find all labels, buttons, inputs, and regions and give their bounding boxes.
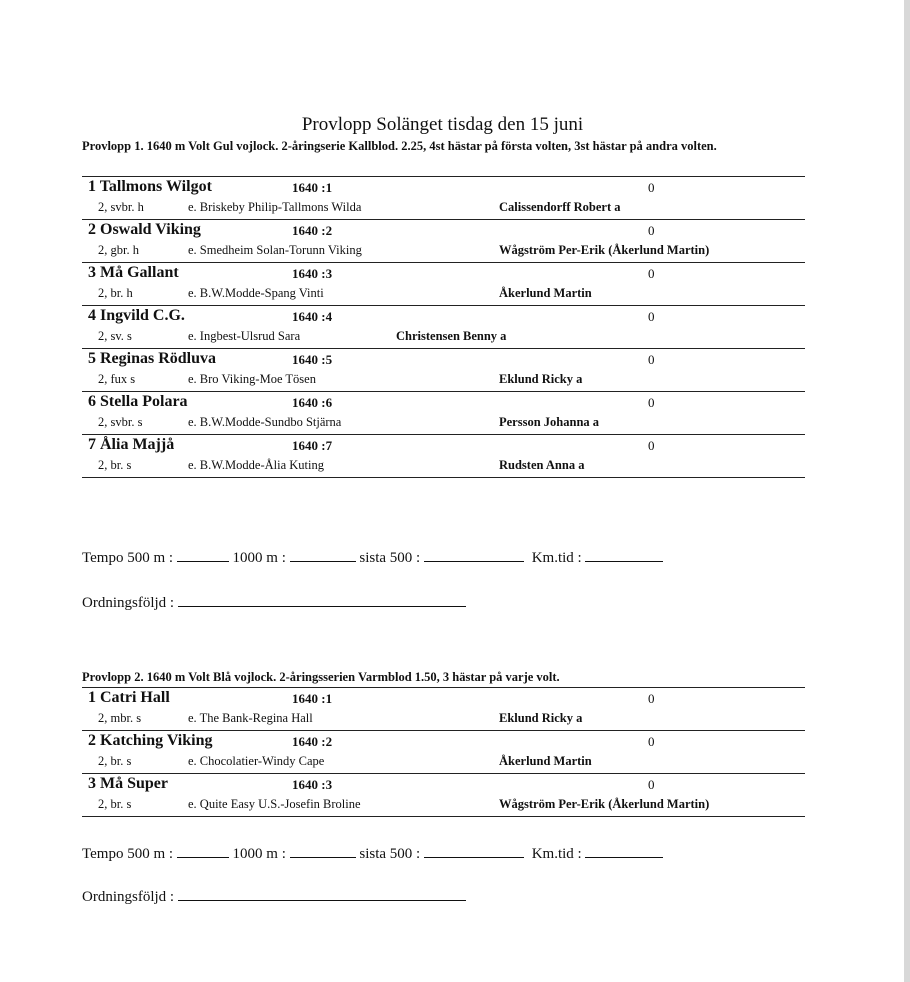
value: 0 [648, 223, 655, 238]
horse-meta: 2, gbr. h [98, 243, 139, 257]
pedigree: e. Ingbest-Ulsrud Sara [188, 329, 301, 343]
value: 0 [648, 395, 655, 410]
page-edge [904, 0, 910, 982]
driver: Eklund Ricky a [499, 711, 583, 725]
horse-name: 3 Må Super [88, 775, 168, 792]
pedigree: e. B.W.Modde-Ålia Kuting [188, 458, 324, 472]
order-label: Ordningsföljd : [82, 595, 175, 611]
race-1-description: Provlopp 1. 1640 m Volt Gul vojlock. 2-åringserie Kallblod. 2.25, 4st hästar på första volten, 3st hästar på andra volten. [82, 139, 717, 153]
tempo-1000-label: 1000 m : [232, 846, 286, 862]
kmtid-label: Km.tid : [531, 550, 582, 566]
page-title: Provlopp Solänget tisdag den 15 juni [301, 114, 584, 135]
entry-row [82, 391, 805, 434]
pedigree: e. B.W.Modde-Spang Vinti [188, 286, 324, 300]
horse-name: 6 Stella Polara [88, 393, 188, 410]
pedigree: e. B.W.Modde-Sundbo Stjärna [188, 415, 342, 429]
tempo-line-2 [82, 843, 663, 863]
driver: Wågström Per-Erik (Åkerlund Martin) [499, 797, 710, 811]
tempo-500-label: Tempo 500 m : [82, 550, 174, 566]
horse-meta: 2, br. s [98, 458, 132, 472]
sista-500-label: sista 500 : [359, 550, 421, 566]
distance: 1640 :7 [292, 438, 333, 453]
distance: 1640 :3 [292, 266, 333, 281]
value: 0 [648, 777, 655, 792]
pedigree: e. Briskeby Philip-Tallmons Wilda [188, 200, 362, 214]
sista-500-label: sista 500 : [359, 846, 421, 862]
race-2-description: Provlopp 2. 1640 m Volt Blå vojlock. 2-åringsserien Varmblod 1.50, 3 hästar på varje volt. [82, 670, 560, 684]
driver: Wågström Per-Erik (Åkerlund Martin) [499, 243, 710, 257]
value: 0 [648, 352, 655, 367]
horse-name: 7 Ålia Majjå [88, 436, 175, 453]
horse-meta: 2, sv. s [98, 329, 132, 343]
pedigree: e. Chocolatier-Windy Cape [188, 754, 325, 768]
driver: Christensen Benny a [396, 329, 507, 343]
entry-row [82, 687, 805, 730]
value: 0 [648, 438, 655, 453]
order-label: Ordningsföljd : [82, 889, 175, 905]
kmtid-label: Km.tid : [531, 846, 582, 862]
tempo-line [82, 547, 663, 567]
pedigree: e. Quite Easy U.S.-Josefin Broline [188, 797, 361, 811]
sista-500-blank [424, 547, 524, 562]
race-1-entries [82, 176, 805, 478]
driver: Calissendorff Robert a [499, 200, 621, 214]
sista-500-blank [424, 843, 524, 858]
horse-meta: 2, br. s [98, 797, 132, 811]
horse-meta: 2, br. s [98, 754, 132, 768]
entry-row [82, 348, 805, 391]
value: 0 [648, 309, 655, 324]
kmtid-blank [585, 547, 663, 562]
horse-name: 3 Må Gallant [88, 264, 179, 281]
tempo-500-label: Tempo 500 m : [82, 846, 174, 862]
tempo-1000-blank [290, 547, 356, 562]
entry-row [82, 773, 805, 817]
value: 0 [648, 266, 655, 281]
race-2-entries [82, 687, 805, 817]
horse-name: 2 Oswald Viking [88, 221, 201, 238]
entry-row [82, 262, 805, 305]
horse-name: 1 Catri Hall [88, 689, 170, 706]
tempo-500-blank [177, 843, 229, 858]
entry-row [82, 434, 805, 478]
distance: 1640 :3 [292, 777, 333, 792]
tempo-1000-blank [290, 843, 356, 858]
horse-meta: 2, fux s [98, 372, 136, 386]
distance: 1640 :5 [292, 352, 333, 367]
value: 0 [648, 691, 655, 706]
entry-row [82, 730, 805, 773]
horse-meta: 2, svbr. s [98, 415, 143, 429]
distance: 1640 :2 [292, 734, 333, 749]
entry-row [82, 176, 805, 219]
order-blank [178, 592, 466, 607]
value: 0 [648, 734, 655, 749]
entry-row [82, 305, 805, 348]
entry-row [82, 219, 805, 262]
pedigree: e. Smedheim Solan-Torunn Viking [188, 243, 362, 257]
horse-meta: 2, svbr. h [98, 200, 144, 214]
horse-name: 1 Tallmons Wilgot [88, 178, 212, 195]
driver: Rudsten Anna a [499, 458, 585, 472]
order-line [82, 592, 466, 612]
horse-meta: 2, br. h [98, 286, 133, 300]
horse-name: 2 Katching Viking [88, 732, 213, 749]
driver: Persson Johanna a [499, 415, 600, 429]
value: 0 [648, 180, 655, 195]
driver: Åkerlund Martin [499, 754, 592, 768]
distance: 1640 :2 [292, 223, 333, 238]
distance: 1640 :6 [292, 395, 333, 410]
distance: 1640 :4 [292, 309, 333, 324]
horse-meta: 2, mbr. s [98, 711, 142, 725]
distance: 1640 :1 [292, 691, 333, 706]
pedigree: e. The Bank-Regina Hall [188, 711, 313, 725]
distance: 1640 :1 [292, 180, 333, 195]
pedigree: e. Bro Viking-Moe Tösen [188, 372, 316, 386]
driver: Åkerlund Martin [499, 286, 592, 300]
kmtid-blank [585, 843, 663, 858]
order-blank [178, 886, 466, 901]
driver: Eklund Ricky a [499, 372, 583, 386]
order-line-2 [82, 886, 466, 906]
tempo-1000-label: 1000 m : [232, 550, 286, 566]
horse-name: 5 Reginas Rödluva [88, 350, 217, 367]
tempo-500-blank [177, 547, 229, 562]
horse-name: 4 Ingvild C.G. [88, 307, 185, 324]
